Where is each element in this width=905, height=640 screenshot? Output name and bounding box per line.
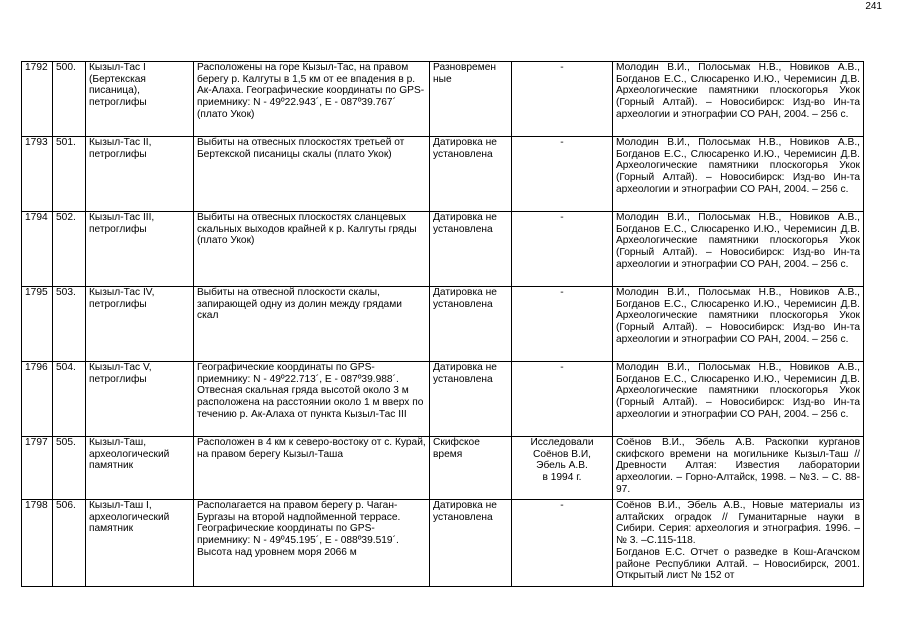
monument-name: Кызыл-Тас II, петроглифы <box>86 137 194 212</box>
monument-name: Кызыл-Тас III, петроглифы <box>86 212 194 287</box>
row-number: 1797 <box>22 437 53 500</box>
monument-dating: Датировка не установлена <box>430 500 512 587</box>
monument-literature: Молодин В.И., Полосьмак Н.В., Новиков А.В., Богданов Е.С., Слюсаренко И.Ю., Черемисин Д.В. Археологические памятники плоскогорья Укок (Горный Алтай). – Новосибирск: Изд-во Ин-та археологии и этнографии СО РАН, 2004. – 256 с. <box>613 287 864 362</box>
row-number: 1792 <box>22 62 53 137</box>
monument-researchers: - <box>512 500 613 587</box>
row-number: 1794 <box>22 212 53 287</box>
monument-dating: Датировка не установлена <box>430 137 512 212</box>
monument-location: Выбиты на отвесных плоскостях третьей от Бертекской писаницы скалы (плато Укок) <box>194 137 430 212</box>
monument-researchers: - <box>512 362 613 437</box>
monument-location: Располагается на правом берегу р. Чаган-Бургазы на второй надпойменной террасе. Географические координаты по GPS-приемнику: N - 49º45.195´, E - 088º39.519´. Высота над уровнем моря 2066 м <box>194 500 430 587</box>
table-row <box>22 62 864 137</box>
monument-literature: Молодин В.И., Полосьмак Н.В., Новиков А.В., Богданов Е.С., Слюсаренко И.Ю., Черемисин Д.В. Археологические памятники плоскогорья Укок (Горный Алтай). – Новосибирск: Изд-во Ин-та археологии и этнографии СО РАН, 2004. – 256 с. <box>613 62 864 137</box>
monument-dating: Скифское время <box>430 437 512 500</box>
row-subnumber: 500. <box>53 62 86 137</box>
table-row <box>22 212 864 287</box>
monument-dating: Датировка не установлена <box>430 362 512 437</box>
monument-location: Расположен в 4 км к северо-востоку от с. Курай, на правом берегу Кызыл-Таша <box>194 437 430 500</box>
monument-literature: Соёнов В.И., Эбель А.В. Раскопки курганов скифского времени на могильнике Кызыл-Таш // Древности Алтая: Известия лаборатории археологии. – Горно-Алтайск, 1998. – №3. – С. 88-97. <box>613 437 864 500</box>
monument-literature: Молодин В.И., Полосьмак Н.В., Новиков А.В., Богданов Е.С., Слюсаренко И.Ю., Черемисин Д.В. Археологические памятники плоскогорья Укок (Горный Алтай). – Новосибирск: Изд-во Ин-та археологии и этнографии СО РАН, 2004. – 256 с. <box>613 212 864 287</box>
row-number: 1793 <box>22 137 53 212</box>
table-row <box>22 437 864 500</box>
row-number: 1795 <box>22 287 53 362</box>
table-row <box>22 287 864 362</box>
monuments-table <box>21 61 864 587</box>
row-subnumber: 502. <box>53 212 86 287</box>
monument-literature: Соёнов В.И., Эбель А.В., Новые материалы из алтайских оградок // Гуманитарные науки в Сибири. Серия: археология и этнография. 1996. – № 3. –С.115-118. Богданов Е.С. Отчет о разведке в Кош-Агачском районе Республики Алтай. – Новосибирск, 2001. Открытый лист № 152 от <box>613 500 864 587</box>
monument-name: Кызыл-Таш, археологический памятник <box>86 437 194 500</box>
monument-researchers: - <box>512 212 613 287</box>
monument-location: Расположены на горе Кызыл-Тас, на правом берегу р. Калгуты в 1,5 км от ее впадения в р. Ак-Алаха. Географические координаты по GPS-приемнику: N - 49º22.943´, E - 087º39.767´ (плато Укок) <box>194 62 430 137</box>
monument-researchers: - <box>512 62 613 137</box>
monument-researchers: Исследовали Соёнов В.И, Эбель А.В. в 1994 г. <box>512 437 613 500</box>
monument-researchers: - <box>512 287 613 362</box>
monument-dating: Разновремен ные <box>430 62 512 137</box>
row-subnumber: 505. <box>53 437 86 500</box>
monument-location: Географические координаты по GPS-приемнику: N - 49º22.713´, E - 087º39.988´. Отвесная скальная гряда высотой около 3 м расположена на расстоянии около 1 м вверх по течению р. Ак-Алаха от пункта Кызыл-Тас III <box>194 362 430 437</box>
table-row <box>22 500 864 587</box>
monument-location: Выбиты на отвесной плоскости скалы, запирающей одну из долин между грядами скал <box>194 287 430 362</box>
monument-researchers: - <box>512 137 613 212</box>
row-subnumber: 503. <box>53 287 86 362</box>
monument-literature: Молодин В.И., Полосьмак Н.В., Новиков А.В., Богданов Е.С., Слюсаренко И.Ю., Черемисин Д.В. Археологические памятники плоскогорья Укок (Горный Алтай). – Новосибирск: Изд-во Ин-та археологии и этнографии СО РАН, 2004. – 256 с. <box>613 137 864 212</box>
monument-location: Выбиты на отвесных плоскостях сланцевых скальных выходов крайней к р. Калгуты гряды (плато Укок) <box>194 212 430 287</box>
monument-name: Кызыл-Таш I, археологический памятник <box>86 500 194 587</box>
row-number: 1798 <box>22 500 53 587</box>
monument-name: Кызыл-Тас I (Бертекская писаница), петроглифы <box>86 62 194 137</box>
monument-literature: Молодин В.И., Полосьмак Н.В., Новиков А.В., Богданов Е.С., Слюсаренко И.Ю., Черемисин Д.В. Археологические памятники плоскогорья Укок (Горный Алтай). – Новосибирск: Изд-во Ин-та археологии и этнографии СО РАН, 2004. – 256 с. <box>613 362 864 437</box>
monument-dating: Датировка не установлена <box>430 287 512 362</box>
monument-name: Кызыл-Тас V, петроглифы <box>86 362 194 437</box>
row-subnumber: 501. <box>53 137 86 212</box>
page-number: 241 <box>865 1 882 12</box>
table-row <box>22 362 864 437</box>
monument-dating: Датировка не установлена <box>430 212 512 287</box>
row-subnumber: 504. <box>53 362 86 437</box>
row-subnumber: 506. <box>53 500 86 587</box>
monument-name: Кызыл-Тас IV, петроглифы <box>86 287 194 362</box>
row-number: 1796 <box>22 362 53 437</box>
table-row <box>22 137 864 212</box>
